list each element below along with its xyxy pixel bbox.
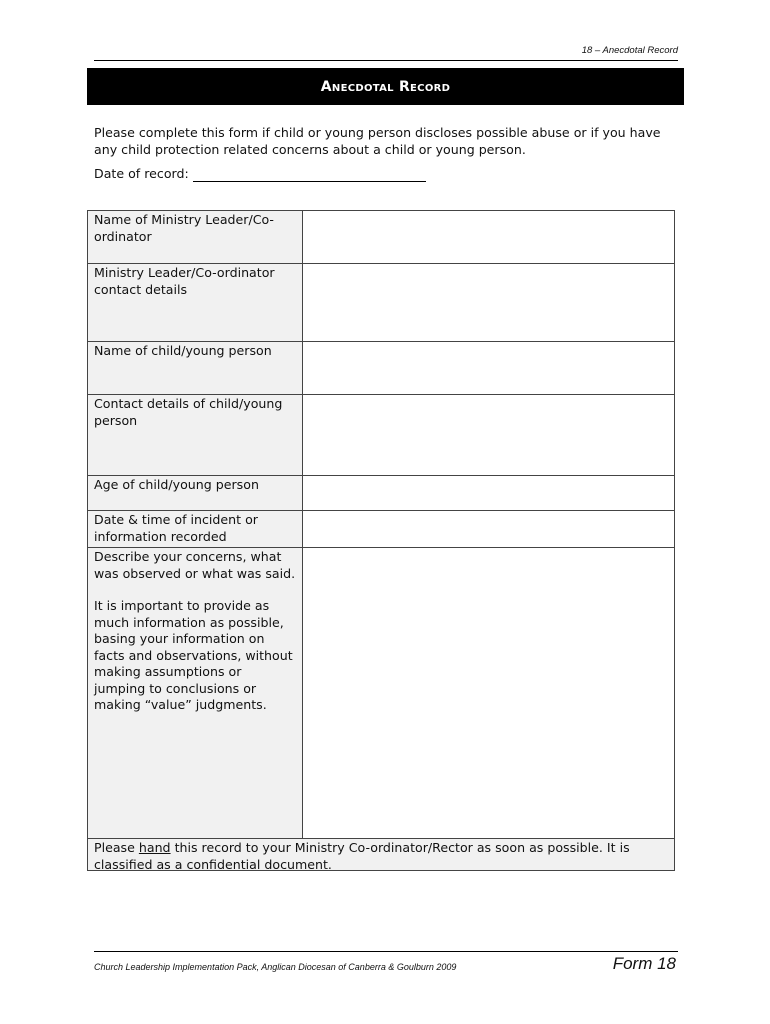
table-row <box>88 264 674 342</box>
date-of-record <box>94 165 426 182</box>
row-label-text: Describe your concerns, what was observed or what was said. <box>94 549 296 581</box>
page-footer <box>94 951 678 978</box>
closing-text-after: this record to your Ministry Co-ordinator/Rector as soon as possible. It is classified as a confidential document. <box>94 840 630 872</box>
table-row <box>88 548 674 839</box>
table-row <box>88 211 674 264</box>
row-label-text: Ministry Leader/Co-ordinator contact details <box>94 265 275 297</box>
row-label-text: Age of child/young person <box>94 477 259 492</box>
row-label <box>88 476 303 510</box>
row-label-text: Date & time of incident or information recorded <box>94 512 258 544</box>
row-label-text: Contact details of child/young person <box>94 396 283 428</box>
child-name-field[interactable] <box>303 342 674 394</box>
table-row <box>88 476 674 511</box>
date-of-record-label: Date of record: <box>94 166 189 181</box>
running-header: 18 – Anecdotal Record <box>94 44 678 61</box>
closing-text-before: Please <box>94 840 139 855</box>
date-of-record-field[interactable] <box>193 167 426 182</box>
child-contact-field[interactable] <box>303 395 674 475</box>
page-title <box>87 68 684 105</box>
footer-credit: Church Leadership Implementation Pack, Anglican Diocesan of Canberra & Goulburn 2009 <box>94 962 457 972</box>
row-label-text: Name of Ministry Leader/Co-ordinator <box>94 212 274 244</box>
page-title-text: Anecdotal Record <box>320 79 451 95</box>
closing-instruction <box>88 839 674 870</box>
row-label-guidance: It is important to provide as much information as possible, basing your information on facts and observations, without making assumptions or jumping to conclusions or making “value” judgments. <box>94 598 293 712</box>
closing-text-emphasis: hand <box>138 840 171 855</box>
table-row <box>88 395 674 476</box>
incident-datetime-field[interactable] <box>303 511 674 547</box>
form-number: Form 18 <box>612 954 676 973</box>
ministry-leader-contact-field[interactable] <box>303 264 674 341</box>
intro-text: Please complete this form if child or young person discloses possible abuse or if you have any child protection related concerns about a child or young person. <box>94 125 661 157</box>
child-age-field[interactable] <box>303 476 674 510</box>
concerns-description-field[interactable] <box>303 548 674 838</box>
row-label <box>88 211 303 263</box>
row-label <box>88 395 303 475</box>
row-label <box>88 342 303 394</box>
row-label <box>88 264 303 341</box>
table-row <box>88 342 674 395</box>
row-label <box>88 511 303 547</box>
table-row <box>88 511 674 548</box>
anecdotal-record-table <box>87 210 675 871</box>
ministry-leader-name-field[interactable] <box>303 211 674 263</box>
row-label <box>88 548 303 838</box>
row-label-text: Name of child/young person <box>94 343 272 358</box>
